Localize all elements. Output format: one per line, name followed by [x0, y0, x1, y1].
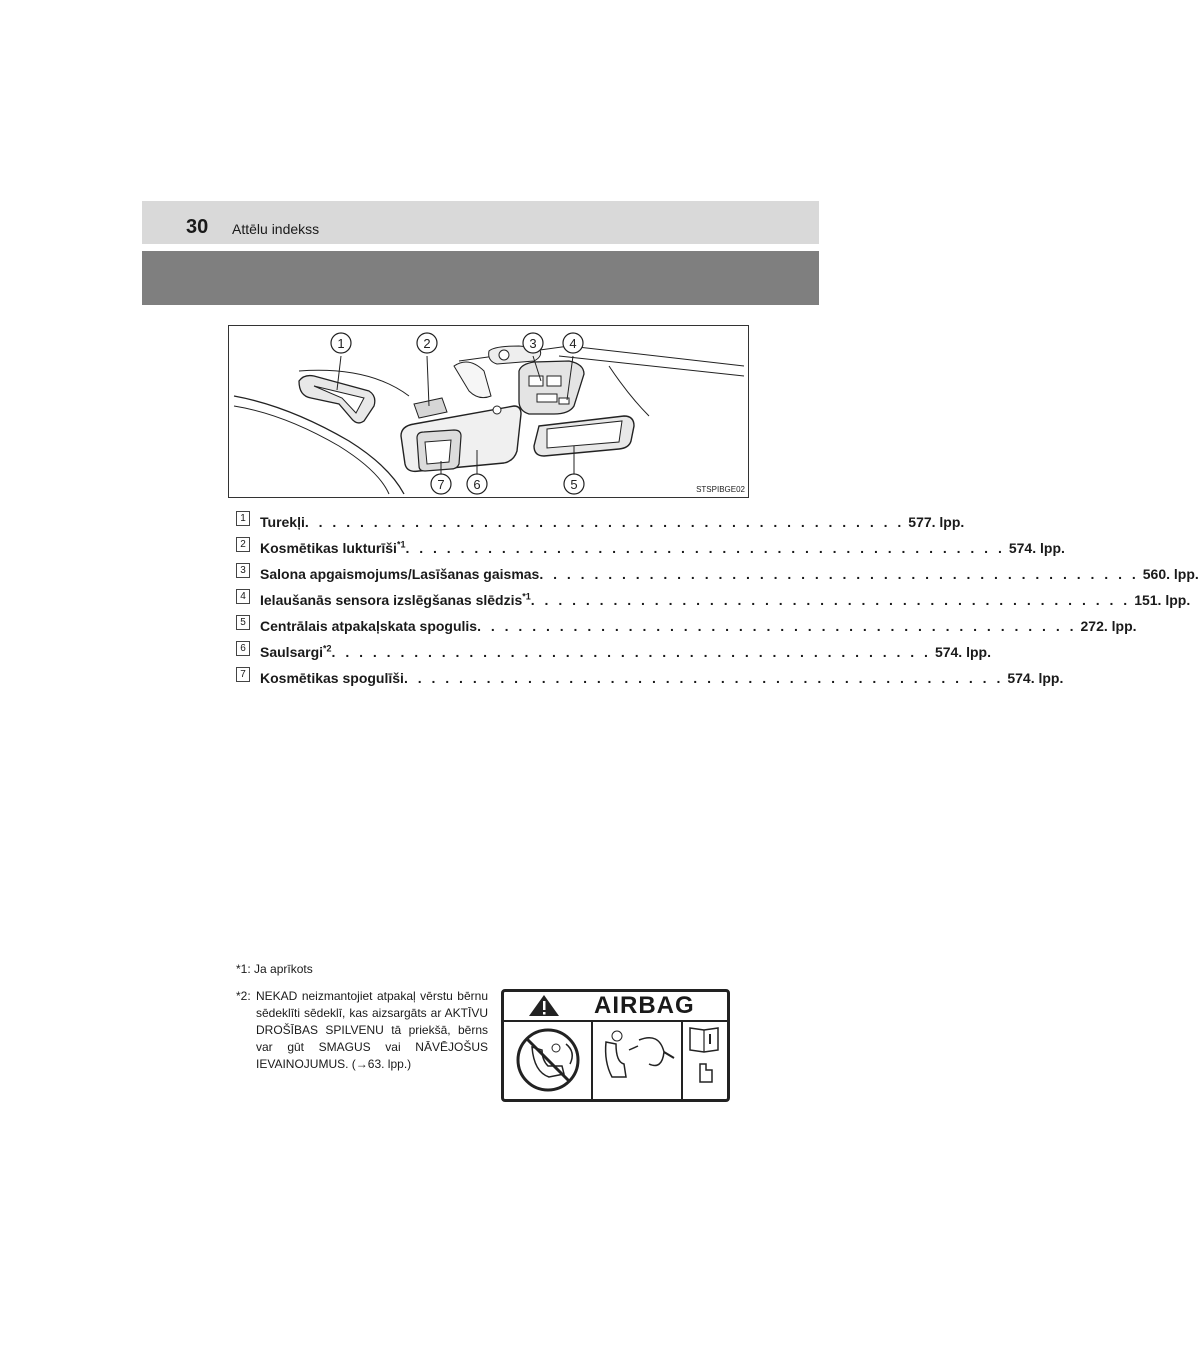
item-page-ref: 574. lpp.: [1008, 540, 1065, 556]
item-number-badge: 3: [236, 563, 250, 578]
callout-6: 6: [473, 477, 481, 492]
list-item: [236, 666, 1064, 692]
item-list: [236, 510, 1199, 692]
footnote-1: [236, 962, 313, 976]
callout-7: 7: [437, 477, 445, 492]
list-item: [236, 562, 1199, 588]
leader-dots: . . . . . . . . . . . . . . . . . . . . . . . . . . . . . . . . . . . . . . . . . . . .: [539, 566, 1139, 582]
footnote-marker: *2: [323, 643, 332, 654]
footnote-2-marker: *2:: [236, 989, 251, 1003]
list-item: [236, 510, 965, 536]
list-item: [236, 640, 991, 666]
no-rear-facing-seat-icon: [518, 1030, 578, 1090]
interior-ceiling-figure: [228, 325, 749, 498]
callout-4: 4: [569, 336, 577, 351]
airbag-deploy-icon: [606, 1031, 674, 1077]
leader-dots: . . . . . . . . . . . . . . . . . . . . . . . . . . . . . . . . . . . . . . . . . . . .: [477, 618, 1077, 634]
callout-1: 1: [337, 336, 345, 351]
leader-dots: . . . . . . . . . . . . . . . . . . . . . . . . . . . . . . . . . . . . . . . . . . . .: [304, 514, 905, 530]
page-title: Attēlu indekss: [232, 221, 320, 237]
footnote-marker: *1: [522, 591, 531, 602]
footnote-1-text: Ja aprīkots: [254, 962, 313, 976]
item-label: Centrālais atpakaļskata spogulis: [260, 618, 478, 634]
item-number-badge: 5: [236, 615, 250, 630]
item-label: Salona apgaismojums/Lasīšanas gaismas: [260, 566, 540, 582]
list-item: [236, 588, 1191, 614]
footnote-2: [236, 988, 488, 1073]
airbag-warning-label: [501, 989, 730, 1102]
item-label: Ielaušanās sensora izslēgšanas slēdzis: [260, 592, 523, 608]
item-label: Kosmētikas spogulīši: [260, 670, 404, 686]
list-item: [236, 614, 1137, 640]
item-number-badge: 2: [236, 537, 250, 552]
callout-2: 2: [423, 336, 431, 351]
ceiling-illustration: [229, 326, 750, 499]
item-number-badge: 4: [236, 589, 250, 604]
item-number-badge: 1: [236, 511, 250, 526]
airbag-word: AIRBAG: [594, 992, 695, 1019]
callout-5: 5: [570, 477, 578, 492]
item-page-ref: 574. lpp.: [934, 644, 991, 660]
figure-code: STSPIBGE02: [696, 485, 745, 494]
section-bar: [142, 251, 819, 305]
leader-dots: . . . . . . . . . . . . . . . . . . . . . . . . . . . . . . . . . . . . . . . . . . . .: [403, 670, 1004, 686]
footnote-marker: *1: [396, 539, 406, 550]
footnote-1-marker: *1:: [236, 962, 251, 976]
list-item: [236, 536, 1065, 562]
item-page-ref: 272. lpp.: [1080, 618, 1137, 634]
leader-dots: . . . . . . . . . . . . . . . . . . . . . . . . . . . . . . . . . . . . . . . . . . . .: [530, 592, 1131, 608]
leader-dots: . . . . . . . . . . . . . . . . . . . . . . . . . . . . . . . . . . . . . . . . . . . .: [331, 644, 931, 660]
footnote-2-text: NEKAD neizmantojiet atpakaļ vērstu bērnu sēdeklīti sēdeklī, kas aizsargāts ar AKTĪVU DROŠĪBAS SPILVENU tā priekšā, bērns var gūt SMAGUS vai NĀVĒJOŠUS IEVAINOJUMUS. (→63. lpp.): [256, 989, 488, 1071]
item-label: Kosmētikas lukturīši: [260, 540, 397, 556]
read-manual-icon: [690, 1028, 718, 1082]
item-label: Saulsargi: [260, 644, 324, 660]
item-page-ref: 560. lpp.: [1142, 566, 1199, 582]
item-label: Turekļi: [260, 514, 305, 530]
callout-3: 3: [529, 336, 537, 351]
page-number: 30: [186, 216, 209, 238]
item-page-ref: 574. lpp.: [1007, 670, 1064, 686]
item-number-badge: 7: [236, 667, 250, 682]
item-page-ref: 151. lpp.: [1134, 592, 1191, 608]
item-page-ref: 577. lpp.: [908, 514, 965, 530]
leader-dots: . . . . . . . . . . . . . . . . . . . . . . . . . . . . . . . . . . . . . . . . . . . .: [405, 540, 1005, 556]
item-number-badge: 6: [236, 641, 250, 656]
